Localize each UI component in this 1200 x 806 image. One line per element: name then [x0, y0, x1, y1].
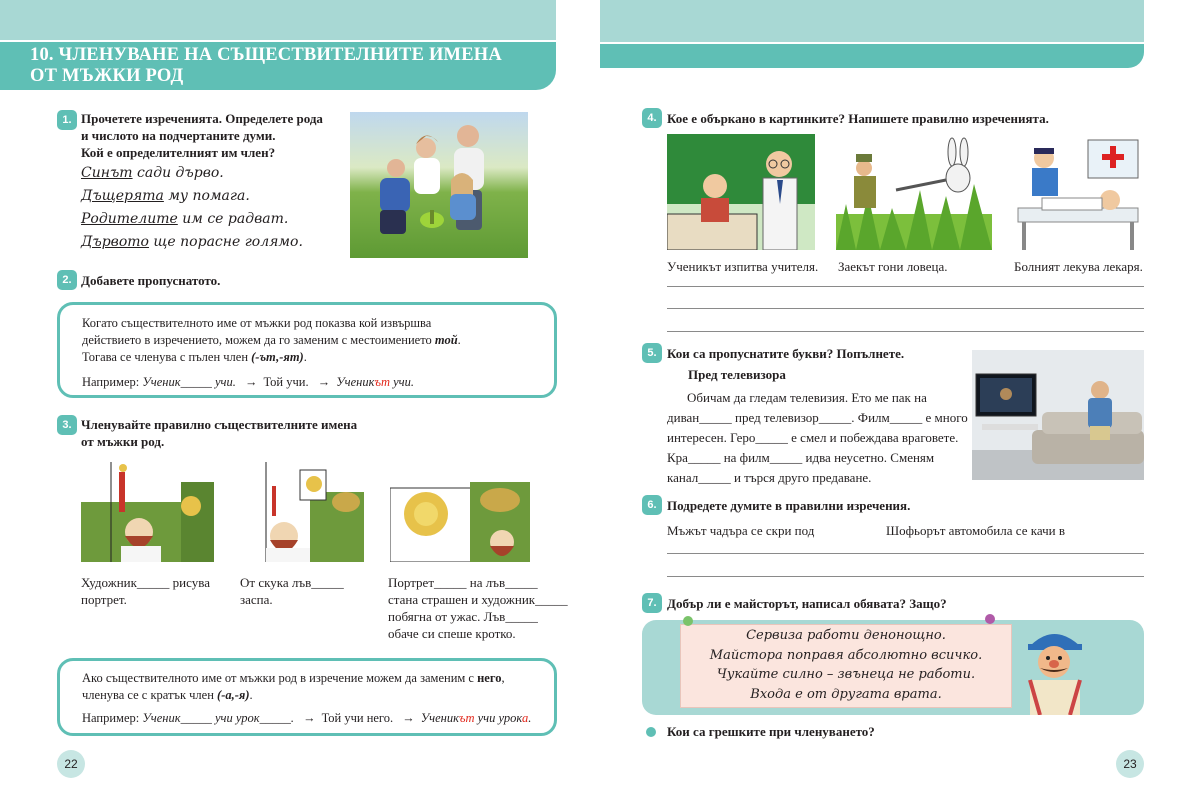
example-pronoun: Той учи. — [263, 375, 309, 389]
caption-line: обаче си спеше кротко. — [388, 626, 516, 641]
scrambled-sentence-2: Шофьорът автомобила се качи в — [886, 523, 1065, 538]
example-label: Например: — [82, 375, 143, 389]
notice-line: Входа е от другата врата. — [750, 686, 942, 702]
painter-illustration-2 — [240, 462, 364, 562]
exercise-1-instruction-line1: Прочетете изреченията. Определете рода — [81, 111, 323, 126]
example-blank: Ученик_____ учи. — [142, 375, 236, 389]
underlined-word: Синът — [81, 165, 133, 181]
example-word: учи. — [389, 375, 414, 389]
short-article-endings: (-а,-я) — [217, 688, 250, 702]
boy-watching-tv-photo — [972, 350, 1144, 480]
exercise-3-number: 3. — [57, 415, 77, 435]
exercise-2-instruction: Добавете пропуснатото. — [81, 273, 221, 288]
example-word: Ученик — [420, 711, 459, 725]
article-ending: ът — [458, 711, 475, 725]
caption-line: стана страшен и художник_____ — [388, 592, 568, 607]
example-label: Например: — [82, 711, 143, 725]
header-strip-right — [600, 44, 1144, 68]
text-title: Пред телевизора — [688, 367, 786, 382]
article-ending: ът — [374, 375, 390, 389]
lesson-title — [0, 42, 556, 90]
exercise-3-instruction — [81, 416, 357, 450]
pronoun-toy: той — [434, 333, 458, 347]
arrow-icon: → — [317, 375, 331, 389]
caption-line: заспа. — [240, 592, 273, 607]
caption-line: От скука лъв_____ — [240, 575, 344, 590]
sentence-1 — [81, 162, 303, 185]
page-number-right: 23 — [1116, 750, 1144, 778]
arrow-icon: → — [402, 711, 415, 725]
patient-treats-doctor-illustration — [1012, 134, 1144, 250]
rule-example — [82, 710, 532, 727]
bullet-icon — [646, 727, 656, 737]
rule-text: . — [457, 333, 461, 347]
sentence-3 — [81, 208, 303, 231]
arrow-icon: → — [303, 711, 316, 725]
answer-line[interactable] — [667, 286, 1144, 287]
sentence-2 — [81, 185, 303, 208]
example-blank: Ученик_____ учи урок_____. — [142, 711, 294, 725]
exercise-7-instruction: Добър ли е майсторът, написал обявата? Защо? — [667, 596, 947, 611]
underlined-word: Родителите — [81, 211, 178, 227]
example-word: . — [528, 711, 532, 725]
notice-text — [680, 626, 1012, 704]
underlined-word: Дървото — [81, 234, 149, 250]
caption-patient-treats-doctor: Болният лекува лекаря. — [1014, 259, 1143, 274]
exercise-1-instruction-line2: и числото на подчертаните думи. — [81, 128, 276, 143]
rule-line-2 — [82, 332, 532, 349]
rule-example — [82, 374, 532, 391]
caption-painter-1 — [81, 574, 210, 608]
caption-line: портрет. — [81, 592, 127, 607]
exercise-5-text — [667, 388, 968, 488]
rule-box-short-article — [57, 658, 557, 736]
lesson-title-line1: 10. ЧЛЕНУВАНЕ НА СЪЩЕСТВИТЕЛНИТЕ ИМЕНА — [30, 45, 502, 65]
rule-text: Тогава се членува с пълен член — [82, 350, 252, 364]
pin-icon — [683, 616, 693, 626]
text-line: диван_____ пред телевизор_____. Филм_____ е много — [667, 410, 968, 425]
caption-student-tests-teacher: Ученикът изпитва учителя. — [667, 259, 819, 274]
sentence-4 — [81, 231, 303, 254]
exercise-3-instruction-line2: от мъжки род. — [81, 434, 165, 449]
exercise-1-instruction — [81, 110, 323, 161]
handyman-illustration — [1020, 622, 1090, 715]
exercise-4-instruction: Кое е объркано в картинките? Напишете правилно изреченията. — [667, 111, 1049, 126]
lesson-title-line2: ОТ МЪЖКИ РОД — [30, 66, 184, 86]
exercise-6-number: 6. — [642, 495, 662, 515]
rule-line-1 — [82, 670, 532, 687]
rule-text: членува се с кратък член — [82, 688, 218, 702]
example-word: Ученик — [336, 375, 375, 389]
exercise-2-number: 2. — [57, 270, 77, 290]
sentence-rest: му помага. — [163, 188, 250, 204]
exercise-1-sentences — [81, 162, 303, 254]
pin-icon — [985, 614, 995, 624]
caption-portrait — [388, 574, 568, 642]
caption-line: Портрет_____ на лъв_____ — [388, 575, 538, 590]
exercise-5-number: 5. — [642, 343, 662, 363]
article-ending: а — [521, 711, 529, 725]
sentence-rest: им се радват. — [177, 211, 289, 227]
answer-line[interactable] — [667, 553, 1144, 554]
full-article-endings: (-ът,-ят) — [251, 350, 304, 364]
exercise-3-instruction-line1: Членувайте правилно съществителните имена — [81, 417, 358, 432]
caption-hare-chases-hunter: Заекът гони ловеца. — [838, 259, 948, 274]
exercise-6-instruction: Подредете думите в правилни изречения. — [667, 498, 911, 513]
exercise-4-number: 4. — [642, 108, 662, 128]
sentence-rest: сади дърво. — [132, 165, 224, 181]
arrow-icon: → — [244, 375, 258, 389]
underlined-word: Дъщерята — [81, 188, 164, 204]
rule-text: действието в изречението, можем да го заменим с местоимението — [82, 333, 435, 347]
header-band-left — [0, 0, 556, 40]
example-pronoun: Той учи него. — [321, 711, 394, 725]
rule-text: . — [249, 688, 253, 702]
example-answer — [421, 711, 532, 725]
notice-line: Майстора поправя абсолютно всичко. — [709, 647, 983, 663]
answer-line[interactable] — [667, 331, 1144, 332]
rule-line-2 — [82, 687, 532, 704]
lion-portrait-illustration — [390, 462, 530, 562]
rule-text: , — [501, 671, 505, 685]
notice-line: Чукайте силно – звънеца не работи. — [716, 667, 976, 682]
example-word: учи урок — [474, 711, 522, 725]
text-line: Кра_____ на филм_____ идва неусетно. Сменям — [667, 450, 935, 465]
family-gardening-photo — [350, 112, 528, 258]
header-band-right — [600, 0, 1144, 42]
example-answer — [336, 375, 414, 389]
page-number-left: 22 — [57, 750, 85, 778]
text-line: интересен. Геро_____ е смел и побеждава враговете. — [667, 430, 959, 445]
exercise-5-instruction: Кои са пропуснатите букви? Попълнете. — [667, 346, 905, 361]
rule-line-3 — [82, 349, 532, 366]
student-tests-teacher-illustration — [667, 134, 815, 250]
exercise-1-number: 1. — [57, 110, 77, 130]
sentence-rest: ще порасне голямо. — [148, 234, 303, 250]
exercise-7-question: Кои са грешките при членуването? — [667, 724, 875, 739]
notice-line: Сервиза работи денонощно. — [746, 628, 946, 643]
painter-illustration-1 — [81, 462, 214, 562]
caption-lion-asleep — [240, 574, 344, 608]
pronoun-nego: него — [477, 671, 502, 685]
rule-text: . — [303, 350, 307, 364]
answer-line[interactable] — [667, 308, 1144, 309]
rule-text: Ако съществителното име от мъжки род в изречение можем да заменим с — [82, 671, 478, 685]
hare-chases-hunter-illustration — [836, 134, 992, 250]
exercise-7-number: 7. — [642, 593, 662, 613]
exercise-1-instruction-line3: Кой е определителният им член? — [81, 145, 276, 160]
text-line: канал_____ и търся друго предаване. — [667, 470, 872, 485]
scrambled-sentence-1: Мъжът чадъра се скри под — [667, 523, 815, 538]
answer-line[interactable] — [667, 576, 1144, 577]
caption-line: побягна от ужас. Лъв_____ — [388, 609, 538, 624]
rule-line-1: Когато съществителното име от мъжки род показва кой извършва — [82, 316, 432, 330]
caption-line: Художник_____ рисува — [81, 575, 210, 590]
text-line: Обичам да гледам телевизия. Ето ме пак на — [687, 390, 927, 405]
rule-box-full-article — [57, 302, 557, 398]
